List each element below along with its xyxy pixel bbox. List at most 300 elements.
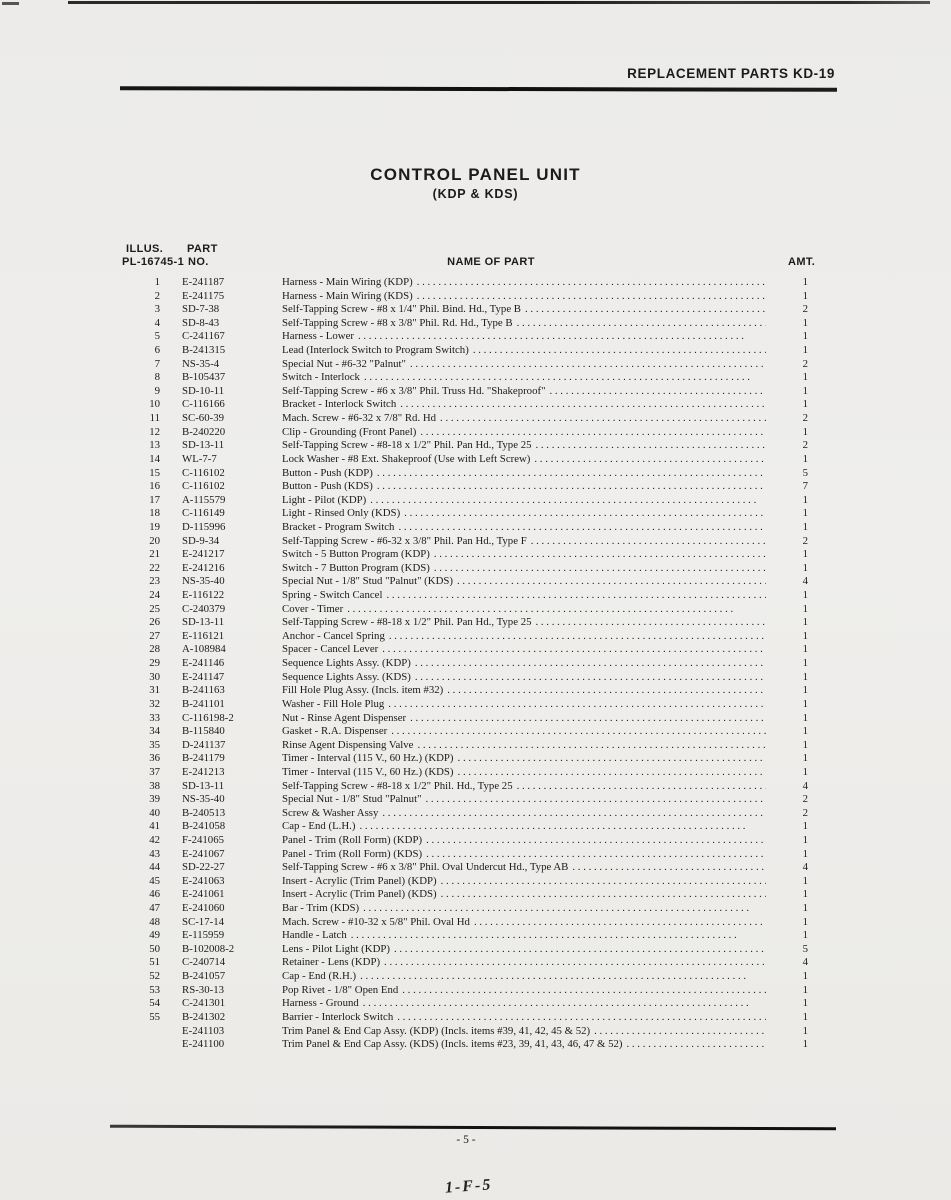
part-number: C-240379 xyxy=(182,602,226,615)
part-number: A-108984 xyxy=(182,643,226,656)
table-row xyxy=(0,834,808,848)
table-row xyxy=(0,984,808,998)
table-row xyxy=(0,848,808,862)
illus-number: 18 xyxy=(149,507,160,520)
illus-number: 31 xyxy=(149,684,160,697)
table-row xyxy=(0,956,808,970)
amount: 1 xyxy=(802,520,808,533)
illus-number: 26 xyxy=(149,616,160,629)
part-name: Washer - Fill Hole Plug xyxy=(282,697,385,710)
table-row xyxy=(0,535,808,549)
part-name: Spring - Switch Cancel xyxy=(282,589,383,602)
part-number: C-116198-2 xyxy=(182,711,234,724)
dot-leader xyxy=(351,929,766,943)
table-row xyxy=(0,398,808,412)
amount: 1 xyxy=(802,765,808,778)
scan-artifact-dash xyxy=(2,2,19,5)
amount: 1 xyxy=(802,643,808,656)
page-title: CONTROL PANEL UNIT xyxy=(370,165,581,184)
dot-leader xyxy=(363,997,766,1011)
dot-leader xyxy=(420,426,766,440)
table-row xyxy=(0,1038,808,1052)
illus-number: 5 xyxy=(154,330,160,343)
part-number: NS-35-40 xyxy=(182,793,225,806)
table-row xyxy=(0,1011,808,1025)
part-number: B-115840 xyxy=(182,725,225,738)
part-number: B-241057 xyxy=(182,970,226,983)
amount: 1 xyxy=(802,276,808,288)
illus-number: 9 xyxy=(154,384,160,397)
part-name: Self-Tapping Screw - #8 x 1/4" Phil. Bind. Hd., Type B xyxy=(282,303,522,316)
table-row xyxy=(0,997,808,1011)
table-row xyxy=(0,643,808,657)
dot-leader xyxy=(377,480,766,494)
part-number: SD-10-11 xyxy=(182,384,225,397)
dot-leader xyxy=(370,494,766,508)
illus-number: 15 xyxy=(149,466,160,479)
dot-leader xyxy=(426,834,766,848)
amount: 1 xyxy=(802,589,808,602)
illus-number: 6 xyxy=(154,344,160,357)
part-name: Mach. Screw - #6-32 x 7/8" Rd. Hd xyxy=(282,412,437,425)
table-row xyxy=(0,412,808,426)
part-name: Switch - 7 Button Program (KDS) xyxy=(282,561,430,574)
part-name: Rinse Agent Dispensing Valve xyxy=(282,738,414,751)
part-name: Timer - Interval (115 V., 60 Hz.) (KDS) xyxy=(282,765,454,778)
illus-number: 45 xyxy=(149,874,160,887)
part-number: SD-22-27 xyxy=(182,861,225,874)
table-row xyxy=(0,671,808,685)
part-name: Insert - Acrylic (Trim Panel) (KDS) xyxy=(282,888,437,901)
illus-number: 50 xyxy=(149,942,160,955)
amount: 1 xyxy=(802,983,808,996)
amount: 1 xyxy=(802,289,808,302)
part-number: E-241213 xyxy=(182,765,225,778)
amount: 1 xyxy=(802,384,808,397)
illus-number: 22 xyxy=(149,561,160,574)
header-rule xyxy=(120,86,837,92)
part-name: Fill Hole Plug Assy. (Incls. item #32) xyxy=(282,684,444,697)
amount: 1 xyxy=(802,1024,808,1037)
illus-number: 54 xyxy=(149,997,160,1010)
part-name: Pop Rivet - 1/8" Open End xyxy=(282,983,399,996)
amount: 1 xyxy=(802,738,808,751)
amount: 1 xyxy=(802,344,808,357)
dot-leader xyxy=(572,861,766,875)
amount: 1 xyxy=(802,371,808,384)
dot-leader xyxy=(389,630,766,644)
part-number: B-240513 xyxy=(182,806,226,819)
part-name: Sequence Lights Assy. (KDP) xyxy=(282,657,411,670)
part-number: B-102008-2 xyxy=(182,942,235,955)
part-number: E-241100 xyxy=(182,1038,225,1051)
amount: 1 xyxy=(802,929,808,942)
amount: 2 xyxy=(802,412,808,425)
table-row xyxy=(0,888,808,902)
amount: 1 xyxy=(802,657,808,670)
amount: 1 xyxy=(802,915,808,928)
part-name: Button - Push (KDP) xyxy=(282,466,373,479)
part-number: B-241302 xyxy=(182,1010,226,1023)
part-number: SC-17-14 xyxy=(182,915,224,928)
part-number: C-240714 xyxy=(182,956,226,969)
table-row xyxy=(0,521,808,535)
illus-number: 48 xyxy=(149,915,160,928)
part-name: Self-Tapping Screw - #8-18 x 1/2" Phil. Pan Hd., Type 25 xyxy=(282,439,532,452)
part-number: E-115959 xyxy=(182,929,225,942)
part-name: Nut - Rinse Agent Dispenser xyxy=(282,711,407,724)
amount: 2 xyxy=(802,793,808,806)
part-number: SD-13-11 xyxy=(182,439,225,452)
table-row xyxy=(0,970,808,984)
part-number: B-105437 xyxy=(182,371,226,384)
parts-table-body xyxy=(0,276,808,1052)
amount: 1 xyxy=(802,548,808,561)
part-name: Lock Washer - #8 Ext. Shakeproof (Use with Left Screw) xyxy=(282,452,531,465)
part-name: Trim Panel & End Cap Assy. (KDS) (Incls. items #23, 39, 41, 43, 46, 47 & 52) xyxy=(282,1038,623,1051)
table-row xyxy=(0,766,808,780)
part-number: B-241058 xyxy=(182,820,226,833)
dot-leader xyxy=(473,344,766,358)
part-name: Anchor - Cancel Spring xyxy=(282,629,385,642)
table-row xyxy=(0,358,808,372)
table-row xyxy=(0,548,808,562)
part-name: Clip - Grounding (Front Panel) xyxy=(282,425,417,438)
illus-number: 35 xyxy=(149,738,160,751)
part-name: Cap - End (R.H.) xyxy=(282,970,357,983)
table-row xyxy=(0,467,808,481)
part-number: E-116122 xyxy=(182,589,225,602)
table-row xyxy=(0,330,808,344)
part-number: E-241147 xyxy=(182,670,225,683)
part-name: Button - Push (KDS) xyxy=(282,480,373,493)
illus-number: 17 xyxy=(149,493,160,506)
part-name: Handle - Latch xyxy=(282,929,347,942)
illus-number: 8 xyxy=(154,371,160,384)
part-number: B-241179 xyxy=(182,752,225,765)
illus-number: 1 xyxy=(154,276,160,288)
amount: 1 xyxy=(802,888,808,901)
amount: 2 xyxy=(802,303,808,316)
table-row xyxy=(0,276,808,290)
amount: 1 xyxy=(802,1010,808,1023)
illus-number: 2 xyxy=(154,289,160,302)
part-name: Timer - Interval (115 V., 60 Hz.) (KDP) xyxy=(282,752,454,765)
dot-leader xyxy=(386,589,766,603)
handwritten-note: 1-F-5 xyxy=(444,1176,493,1197)
table-row xyxy=(0,453,808,467)
part-number: E-241061 xyxy=(182,888,225,901)
part-name: Self-Tapping Screw - #8 x 3/8" Phil. Rd. Hd., Type B xyxy=(282,316,513,329)
amount: 1 xyxy=(802,684,808,697)
part-name: Cover - Timer xyxy=(282,602,344,615)
illus-number: 43 xyxy=(149,847,160,860)
part-name: Light - Pilot (KDP) xyxy=(282,493,367,506)
part-number: C-241301 xyxy=(182,997,226,1010)
part-name: Spacer - Cancel Lever xyxy=(282,643,379,656)
table-row xyxy=(0,739,808,753)
illus-number: 16 xyxy=(149,480,160,493)
dot-leader xyxy=(426,848,766,862)
table-row xyxy=(0,943,808,957)
amount: 1 xyxy=(802,316,808,329)
dot-leader xyxy=(388,698,766,712)
table-row xyxy=(0,290,808,304)
dot-leader xyxy=(434,548,766,562)
part-number: C-116102 xyxy=(182,480,225,493)
part-name: Mach. Screw - #10-32 x 5/8" Phil. Oval Hd xyxy=(282,915,470,928)
illus-number: 51 xyxy=(149,956,160,969)
part-number: SD-13-11 xyxy=(182,779,225,792)
page-subtitle: (KDP & KDS) xyxy=(432,187,519,201)
part-number: B-240220 xyxy=(182,425,226,438)
part-number: NS-35-4 xyxy=(182,357,220,370)
part-name: Lead (Interlock Switch to Program Switch) xyxy=(282,344,469,357)
part-name: Bar - Trim (KDS) xyxy=(282,902,360,915)
dot-leader xyxy=(364,371,766,385)
illus-number: 3 xyxy=(154,303,160,316)
amount: 2 xyxy=(802,357,808,370)
dot-leader xyxy=(417,290,766,304)
dot-leader xyxy=(517,780,766,794)
table-row xyxy=(0,807,808,821)
table-row xyxy=(0,820,808,834)
part-name: Trim Panel & End Cap Assy. (KDP) (Incls. items #39, 41, 42, 45 & 52) xyxy=(282,1024,591,1037)
table-row xyxy=(0,480,808,494)
table-row xyxy=(0,875,808,889)
amount: 1 xyxy=(802,629,808,642)
illus-number: 40 xyxy=(149,806,160,819)
dot-leader xyxy=(417,276,766,290)
dot-leader xyxy=(382,807,766,821)
dot-leader xyxy=(525,303,766,317)
dot-leader xyxy=(534,453,766,467)
amount: 1 xyxy=(802,833,808,846)
dot-leader xyxy=(627,1038,767,1052)
amount: 1 xyxy=(802,330,808,343)
column-header-no: NO. xyxy=(188,256,209,268)
dot-leader xyxy=(550,385,767,399)
amount: 1 xyxy=(802,507,808,520)
illus-number: 53 xyxy=(149,983,160,996)
part-name: Barrier - Interlock Switch xyxy=(282,1010,394,1023)
table-row xyxy=(0,562,808,576)
dot-leader xyxy=(358,330,766,344)
illus-number: 47 xyxy=(149,902,160,915)
dot-leader xyxy=(531,535,766,549)
amount: 1 xyxy=(802,725,808,738)
amount: 4 xyxy=(802,779,808,792)
part-number: C-241167 xyxy=(182,330,225,343)
column-header-name-of-part: NAME OF PART xyxy=(447,256,535,268)
amount: 1 xyxy=(802,452,808,465)
amount: 1 xyxy=(802,398,808,411)
table-row xyxy=(0,494,808,508)
part-number: SD-13-11 xyxy=(182,616,225,629)
table-row xyxy=(0,657,808,671)
illus-number: 49 xyxy=(149,929,160,942)
amount: 1 xyxy=(802,616,808,629)
illus-number: 30 xyxy=(149,670,160,683)
part-name: Special Nut - #6-32 "Palnut" xyxy=(282,357,406,370)
illus-number: 13 xyxy=(149,439,160,452)
column-header-amt: AMT. xyxy=(788,256,816,268)
table-row xyxy=(0,861,808,875)
part-number: E-241067 xyxy=(182,847,225,860)
dot-leader xyxy=(415,671,766,685)
dot-leader xyxy=(536,439,767,453)
part-name: Panel - Trim (Roll Form) (KDS) xyxy=(282,847,423,860)
dot-leader xyxy=(417,739,766,753)
illus-number: 34 xyxy=(149,725,160,738)
part-number: E-241216 xyxy=(182,561,225,574)
table-row xyxy=(0,1025,808,1039)
dot-leader xyxy=(458,752,766,766)
dot-leader xyxy=(410,712,766,726)
amount: 1 xyxy=(802,874,808,887)
illus-number: 37 xyxy=(149,765,160,778)
illus-number: 42 xyxy=(149,833,160,846)
part-name: Bracket - Interlock Switch xyxy=(282,398,397,411)
page-header: REPLACEMENT PARTS KD-19 xyxy=(627,66,835,81)
part-name: Panel - Trim (Roll Form) (KDP) xyxy=(282,833,423,846)
dot-leader xyxy=(415,657,766,671)
dot-leader xyxy=(360,970,766,984)
illus-number: 55 xyxy=(149,1010,160,1023)
illus-number: 14 xyxy=(149,452,160,465)
illus-number: 21 xyxy=(149,548,160,561)
part-name: Switch - 5 Button Program (KDP) xyxy=(282,548,430,561)
part-name: Retainer - Lens (KDP) xyxy=(282,956,381,969)
table-row xyxy=(0,317,808,331)
part-number: WL-7-7 xyxy=(182,452,217,465)
amount: 4 xyxy=(802,861,808,874)
part-name: Gasket - R.A. Dispenser xyxy=(282,725,388,738)
part-name: Light - Rinsed Only (KDS) xyxy=(282,507,401,520)
amount: 1 xyxy=(802,425,808,438)
part-number: SD-7-38 xyxy=(182,303,220,316)
dot-leader xyxy=(402,984,766,998)
illus-number: 23 xyxy=(149,575,160,588)
illus-number: 11 xyxy=(149,412,160,425)
table-row xyxy=(0,793,808,807)
illus-number: 32 xyxy=(149,697,160,710)
title-block xyxy=(0,165,951,201)
dot-leader xyxy=(391,725,766,739)
dot-leader xyxy=(363,902,766,916)
part-name: Special Nut - 1/8" Stud "Palnut" xyxy=(282,793,422,806)
amount: 1 xyxy=(802,697,808,710)
dot-leader xyxy=(404,507,766,521)
column-header-plate-number: PL-16745-1 xyxy=(122,256,185,268)
part-number: D-241137 xyxy=(182,738,226,751)
dot-leader xyxy=(457,575,766,589)
amount: 7 xyxy=(802,480,808,493)
dot-leader xyxy=(447,684,766,698)
illus-number: 28 xyxy=(149,643,160,656)
amount: 1 xyxy=(802,1038,808,1051)
illus-number: 12 xyxy=(149,425,160,438)
dot-leader xyxy=(594,1025,766,1039)
part-number: SC-60-39 xyxy=(182,412,224,425)
table-row xyxy=(0,616,808,630)
dot-leader xyxy=(440,412,766,426)
part-name: Special Nut - 1/8" Stud "Palnut" (KDS) xyxy=(282,575,453,588)
illus-number: 29 xyxy=(149,657,160,670)
amount: 1 xyxy=(802,820,808,833)
table-row xyxy=(0,575,808,589)
dot-leader xyxy=(425,793,766,807)
amount: 4 xyxy=(802,575,808,588)
part-number: C-116102 xyxy=(182,466,225,479)
column-header-illus: ILLUS. xyxy=(126,243,164,255)
amount: 1 xyxy=(802,711,808,724)
part-name: Insert - Acrylic (Trim Panel) (KDP) xyxy=(282,874,437,887)
part-number: E-241187 xyxy=(182,276,225,288)
part-number: SD-9-34 xyxy=(182,534,220,547)
part-number: B-241163 xyxy=(182,684,225,697)
part-number: E-116121 xyxy=(182,629,225,642)
dot-leader xyxy=(394,943,766,957)
part-name: Harness - Ground xyxy=(282,997,359,1010)
table-row xyxy=(0,725,808,739)
part-number: D-115996 xyxy=(182,520,226,533)
dot-leader xyxy=(377,467,766,481)
part-name: Cap - End (L.H.) xyxy=(282,820,356,833)
table-row xyxy=(0,507,808,521)
amount: 1 xyxy=(802,902,808,915)
illus-number: 24 xyxy=(149,589,160,602)
illus-number: 33 xyxy=(149,711,160,724)
dot-leader xyxy=(441,875,766,889)
part-number: B-241315 xyxy=(182,344,226,357)
part-number: RS-30-13 xyxy=(182,983,224,996)
top-border-line xyxy=(68,1,930,4)
illus-number: 46 xyxy=(149,888,160,901)
bottom-border-line xyxy=(110,1125,836,1131)
table-row xyxy=(0,303,808,317)
dot-leader xyxy=(382,643,766,657)
table-row xyxy=(0,344,808,358)
illus-number: 41 xyxy=(149,820,160,833)
part-name: Self-Tapping Screw - #6-32 x 3/8" Phil. Pan Hd., Type F xyxy=(282,534,527,547)
dot-leader xyxy=(474,916,766,930)
amount: 1 xyxy=(802,970,808,983)
table-row xyxy=(0,752,808,766)
table-row xyxy=(0,371,808,385)
amount: 2 xyxy=(802,534,808,547)
part-number: E-241146 xyxy=(182,657,225,670)
amount: 1 xyxy=(802,561,808,574)
page-number: - 5 - xyxy=(456,1134,476,1146)
part-name: Bracket - Program Switch xyxy=(282,520,395,533)
dot-leader xyxy=(359,820,766,834)
part-name: Self-Tapping Screw - #6 x 3/8" Phil. Truss Hd. "Shakeproof" xyxy=(282,384,546,397)
illus-number: 27 xyxy=(149,629,160,642)
illus-number: 39 xyxy=(149,793,160,806)
part-name: Self-Tapping Screw - #6 x 3/8" Phil. Oval Undercut Hd., Type AB xyxy=(282,861,569,874)
part-number: B-241101 xyxy=(182,697,225,710)
dot-leader xyxy=(536,616,767,630)
part-name: Screw & Washer Assy xyxy=(282,806,379,819)
table-row xyxy=(0,929,808,943)
table-row xyxy=(0,684,808,698)
illus-number: 38 xyxy=(149,779,160,792)
dot-leader xyxy=(397,1011,766,1025)
part-name: Self-Tapping Screw - #8-18 x 1/2" Phil. Pan Hd., Type 25 xyxy=(282,616,532,629)
part-number: E-241103 xyxy=(182,1024,225,1037)
table-row xyxy=(0,589,808,603)
